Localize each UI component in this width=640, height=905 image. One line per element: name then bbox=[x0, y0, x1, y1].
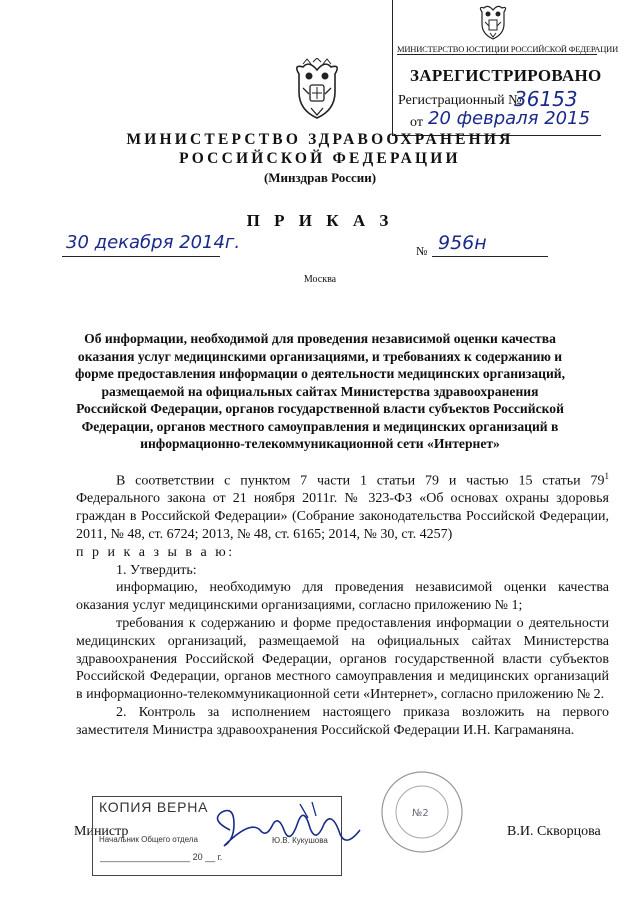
ministry-title: МИНИСТЕРСТВО ЗДРАВООХРАНЕНИЯ bbox=[126, 131, 514, 148]
copy-stamp-role: Начальник Общего отдела bbox=[99, 835, 198, 844]
handwritten-signature bbox=[200, 800, 370, 860]
order-title: П Р И К А З bbox=[246, 211, 394, 230]
order-number-line bbox=[432, 256, 548, 257]
preamble-rest: Федерального закона от 21 ноября 2011г. № 323-ФЗ «Об основах охраны здоровья граждан в Российской Федерации» (Собрание законодательства Российской Федерации, 2011, № 48, ст. 6724; 2013, № 48, ст. 6165; 2014, № 30, ст. 4257) bbox=[76, 491, 609, 543]
dept-stamp-number: №2 bbox=[412, 808, 429, 819]
reg-number-label: Регистрационный № bbox=[398, 93, 522, 108]
copy-stamp-date-line: __________________ 20 __ г. bbox=[100, 852, 223, 862]
paragraph-preamble bbox=[76, 468, 609, 544]
copy-stamp-person: Ю.В. Кукушова bbox=[272, 836, 328, 845]
paragraph-requirements: требования к содержанию и форме предоставления информации о деятельности медицинских организаций, размещаемой на официальных сайтах Министерства здравоохранения Российской Федерации, органов государственной власти субъектов Российской Федерации, органов местного самоуправления и медицинских организаций в информационно-телекоммуникационной сети «Интернет», согласно приложению № 2. bbox=[76, 616, 609, 703]
ministry-title-line2: РОССИЙСКОЙ ФЕДЕРАЦИИ bbox=[179, 150, 461, 167]
copy-stamp-title: КОПИЯ ВЕРНА bbox=[99, 799, 209, 815]
paragraph-approve: 1. Утвердить: bbox=[116, 562, 197, 578]
order-date: 30 декабря 2014г. bbox=[66, 232, 241, 253]
order-heading: Об информации, необходимой для проведения независимой оценки качества оказания услуг медицинскими организациями, и требованиях к содержанию и форме предоставления информации о деятельности медицинских организаций, размещаемой на официальных сайтах Министерства здравоохранения Российской Федерации, органов государственной власти субъектов Российской Федерации, органов местного самоуправления и медицинских организаций в информационно-телекоммуникационной сети «Интернет» bbox=[74, 331, 566, 451]
orders-word: п р и к а з ы в а ю: bbox=[76, 544, 235, 560]
coat-of-arms-icon bbox=[289, 58, 345, 122]
city: Москва bbox=[303, 274, 337, 285]
paragraph-orders bbox=[76, 544, 609, 562]
reg-stamp-ministry: МИНИСТЕРСТВО ЮСТИЦИИ РОССИЙСКОЙ ФЕДЕРАЦИИ bbox=[397, 44, 619, 54]
order-number: 956н bbox=[438, 232, 487, 254]
paragraph-control: 2. Контроль за исполнением настоящего приказа возложить на первого заместителя Министра здравоохранения Российской Федерации И.Н. Каграманяна. bbox=[76, 705, 609, 738]
ministry-short-name: (Минздрав России) bbox=[263, 170, 377, 185]
order-body bbox=[76, 468, 609, 740]
reg-date: 20 февраля 2015 bbox=[428, 108, 591, 129]
order-number-sign: № bbox=[416, 244, 428, 258]
preamble-superscript: 1 bbox=[604, 471, 609, 481]
reg-stamp-registered: ЗАРЕГИСТРИРОВАНО bbox=[410, 66, 602, 85]
preamble-text: В соответствии с пунктом 7 части 1 статьи 79 и частью 15 статьи 79 bbox=[116, 473, 605, 489]
minister-label: Министр bbox=[74, 824, 129, 839]
coat-of-arms-icon bbox=[474, 2, 512, 42]
paragraph-info: информацию, необходимую для проведения независимой оценки качества оказания услуг медицинскими организациями, согласно приложению № 1; bbox=[76, 580, 609, 614]
order-date-line bbox=[62, 256, 220, 257]
minister-name: В.И. Скворцова bbox=[507, 824, 601, 839]
reg-number: 36153 bbox=[514, 87, 578, 111]
department-stamp bbox=[380, 770, 464, 854]
reg-date-label: от bbox=[410, 115, 423, 130]
